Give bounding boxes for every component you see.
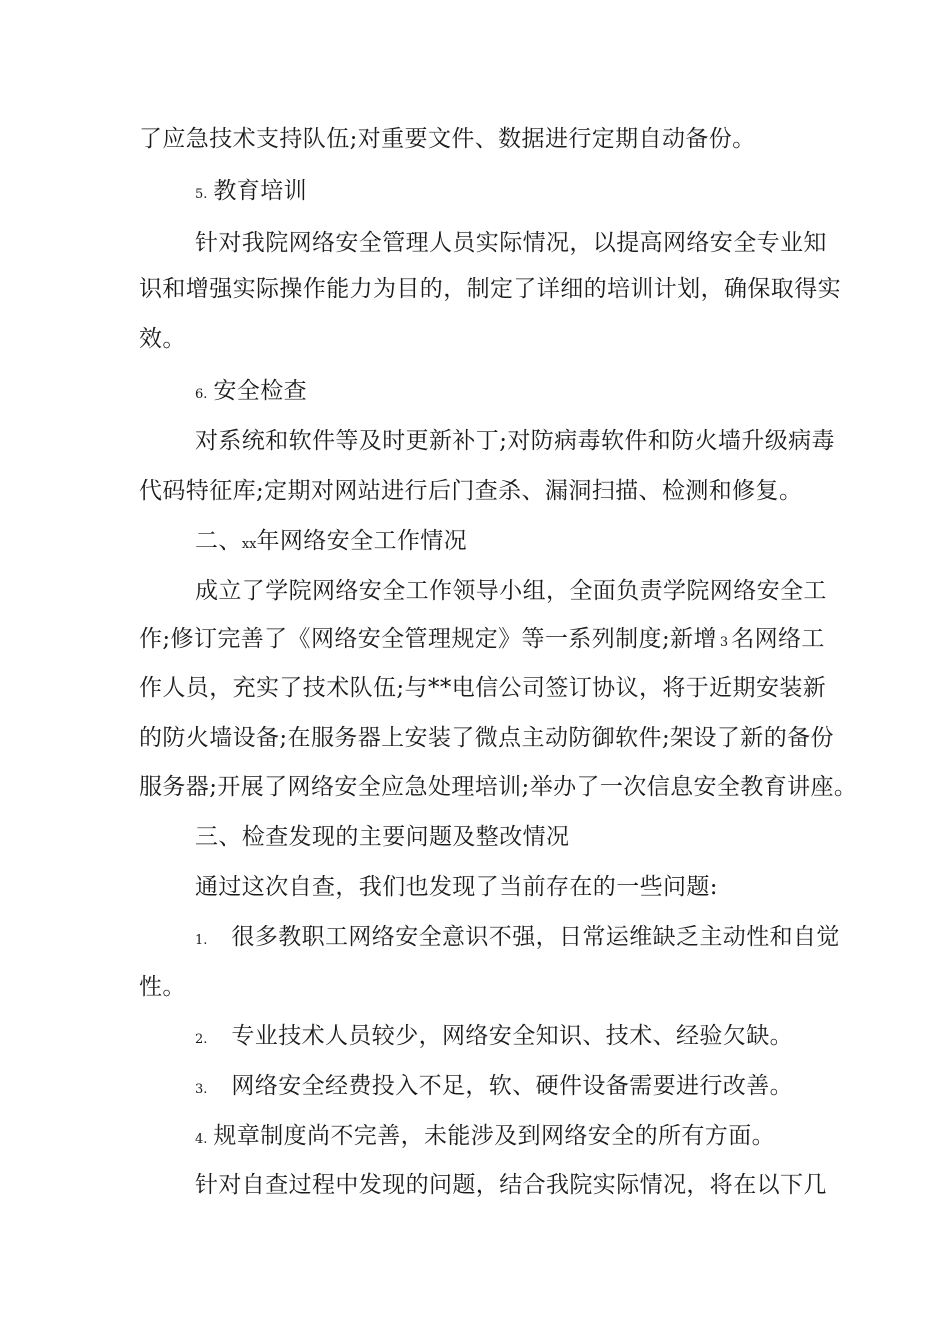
list-item bbox=[195, 1121, 775, 1155]
section-number: 6. bbox=[195, 387, 208, 402]
paragraph-line bbox=[139, 772, 857, 802]
year-placeholder: xx bbox=[241, 537, 257, 552]
text: 作;修订完善了《网络安全管理规定》等一系列制度;新增 bbox=[139, 626, 717, 652]
list-item bbox=[195, 1021, 793, 1055]
paragraph-line bbox=[139, 624, 825, 658]
paragraph-line bbox=[195, 1170, 827, 1200]
inline-number: 3 bbox=[719, 635, 729, 650]
paragraph-line bbox=[139, 324, 186, 354]
heading-prefix: 二、 bbox=[195, 528, 242, 554]
list-item bbox=[195, 1071, 793, 1105]
paragraph-line bbox=[139, 124, 756, 154]
section-heading bbox=[195, 176, 307, 210]
paragraph-line bbox=[139, 476, 802, 506]
paragraph-line bbox=[139, 972, 186, 1002]
text: 识和增强实际操作能力为目的，制定了详细的培训计划，确保取得实 bbox=[139, 276, 841, 302]
section-title: 教育培训 bbox=[213, 178, 308, 204]
paragraph-line bbox=[139, 274, 841, 304]
list-item bbox=[195, 922, 840, 956]
paragraph-line bbox=[139, 723, 834, 753]
text: 效。 bbox=[139, 326, 186, 352]
section-heading bbox=[195, 526, 467, 560]
text: 性。 bbox=[139, 974, 186, 1000]
paragraph-line bbox=[195, 576, 827, 606]
paragraph-line bbox=[195, 426, 835, 456]
list-number: 2. bbox=[195, 1032, 208, 1047]
text: 成立了学院网络安全工作领导小组，全面负责学院网络安全工 bbox=[195, 578, 827, 604]
text: 代码特征库;定期对网站进行后门查杀、漏洞扫描、检测和修复。 bbox=[139, 478, 803, 504]
list-number: 1. bbox=[195, 933, 208, 948]
text: 针对自查过程中发现的问题，结合我院实际情况，将在以下几 bbox=[195, 1172, 827, 1198]
section-number: 5. bbox=[195, 187, 208, 202]
heading-text: 三、检查发现的主要问题及整改情况 bbox=[195, 824, 570, 850]
list-number: 4. bbox=[195, 1132, 208, 1147]
text: 的防火墙设备;在服务器上安装了微点主动防御软件;架设了新的备份 bbox=[139, 725, 834, 751]
section-title: 安全检查 bbox=[213, 378, 308, 404]
text: 对系统和软件等及时更新补丁;对防病毒软件和防火墙升级病毒 bbox=[195, 428, 835, 454]
list-text: 专业技术人员较少，网络安全知识、技术、经验欠缺。 bbox=[231, 1023, 794, 1049]
text: 针对我院网络安全管理人员实际情况，以提高网络安全专业知 bbox=[195, 230, 827, 256]
text: 名网络工 bbox=[731, 626, 825, 652]
paragraph-line bbox=[195, 872, 718, 902]
list-text: 规章制度尚不完善，未能涉及到网络安全的所有方面。 bbox=[213, 1123, 776, 1149]
paragraph-line bbox=[139, 673, 826, 703]
text: 通过这次自查，我们也发现了当前存在的一些问题: bbox=[195, 874, 718, 900]
section-heading bbox=[195, 376, 307, 410]
heading-text: 年网络安全工作情况 bbox=[256, 528, 468, 554]
list-text: 很多教职工网络安全意识不强，日常运维缺乏主动性和自觉 bbox=[231, 924, 840, 950]
text: 作人员，充实了技术队伍;与**电信公司签订协议，将于近期安装新 bbox=[139, 675, 827, 701]
paragraph-line bbox=[195, 228, 827, 258]
list-number: 3. bbox=[195, 1082, 208, 1097]
list-text: 网络安全经费投入不足，软、硬件设备需要进行改善。 bbox=[231, 1073, 794, 1099]
text: 服务器;开展了网络安全应急处理培训;举办了一次信息安全教育讲座。 bbox=[139, 774, 858, 800]
section-heading bbox=[195, 822, 569, 852]
text: 了应急技术支持队伍;对重要文件、数据进行定期自动备份。 bbox=[139, 126, 756, 152]
